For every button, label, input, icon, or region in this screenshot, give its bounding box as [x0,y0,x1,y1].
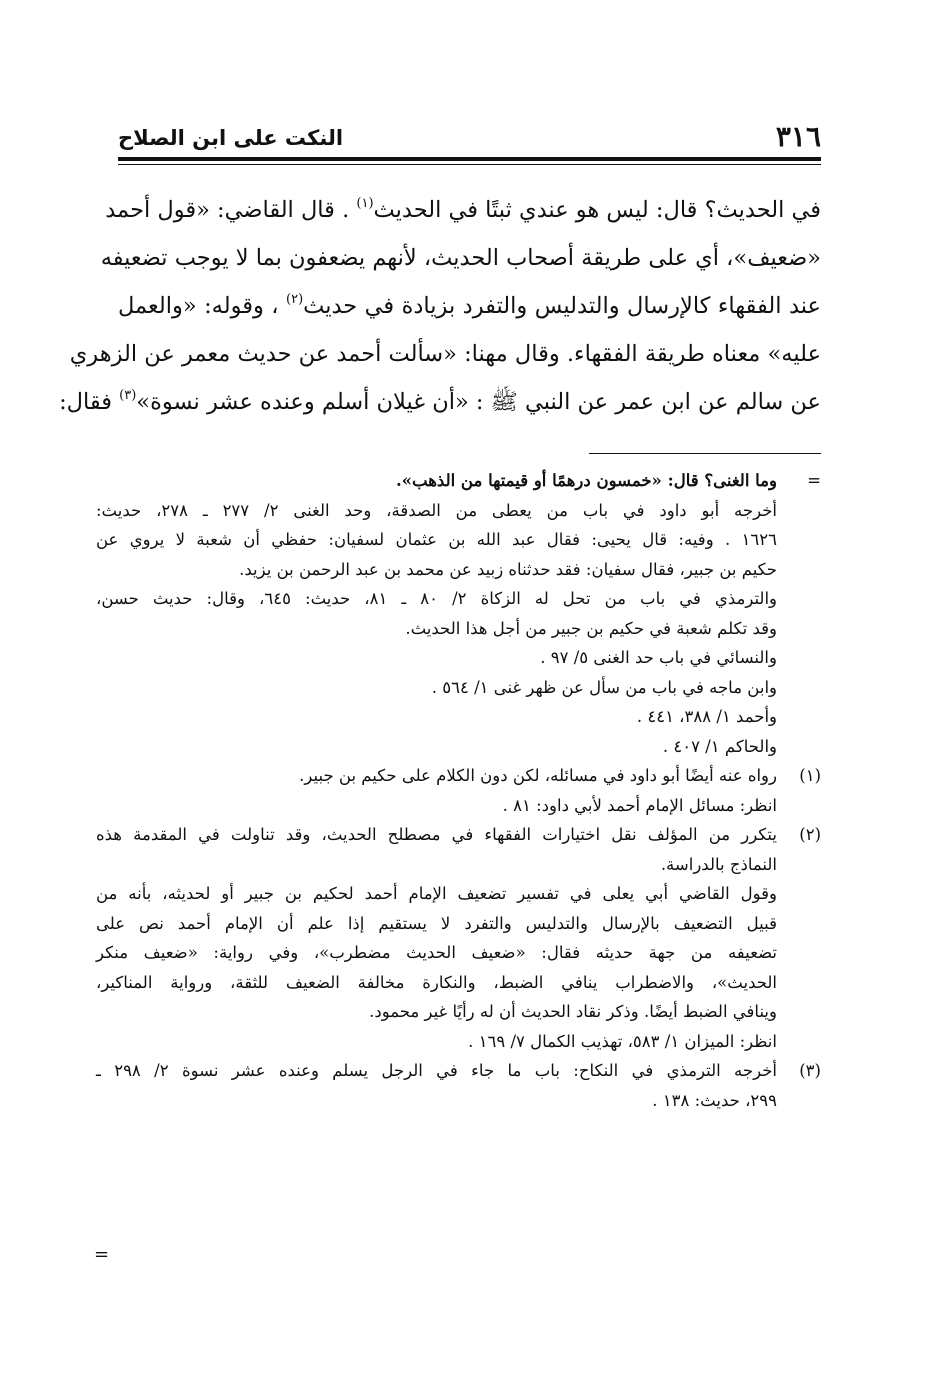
main-text-segment: فقال: [59,389,120,415]
footnote-text: وابن ماجه في باب من سأل عن ظهر غنى ١/ ٥٦٤ . [431,677,777,697]
main-text-line [59,378,821,426]
main-text-line [69,330,821,378]
footnote-line [96,732,821,762]
footnote-line [96,938,821,968]
footnote-reference: (٢) [286,292,304,307]
main-text-segment: ، وقوله: «والعمل [118,293,286,319]
footnote-line [96,555,821,585]
footnote-line [96,466,821,496]
footnote-reference: (١) [356,196,374,211]
footnotes [96,466,821,1115]
footnote-text: وأحمد ١/ ٣٨٨، ٤٤١ . [636,707,777,726]
footnote-text: انظر: الميزان ١/ ٥٨٣، تهذيب الكمال ٧/ ١٦٩ . [468,1031,777,1051]
footnote-line [96,909,821,939]
footnote-text: أخرجه الترمذي في النكاح: باب ما جاء في الرجل يسلم وعنده عشر نسوة ٢/ ٢٩٨ ـ [96,1061,777,1080]
header-rule-thin [118,164,821,165]
footnote-text: وينافي الضبط أيضًا. وذكر نقاد الحديث أن له رأيًا غير محمود. [369,1002,777,1021]
footnote-text: وقد تكلم شعبة في حكيم بن جبير من أجل هذا الحديث. [405,618,777,638]
main-text-segment: «ضعيف»، أي على طريقة أصحاب الحديث، لأنهم يضعفون بما لا يوجب تضعيفه [100,245,821,271]
footnote-text: وقول القاضي أبي يعلى في تفسير تضعيف الإمام أحمد لحكيم بن جبير أو لحديثه، بأنه من [96,884,777,903]
footnote-text: ٢٩٩، حديث: ١٣٨ . [652,1090,777,1110]
footnote-line [96,850,821,880]
footnote-line [96,820,821,850]
footnote-line [96,614,821,644]
footnote-marker: (١) [799,766,821,785]
footnote-text: الحديث»، والاضطراب ينافي الضبط، والنكارة مخالفة الضعيف للثقة، ورواية المناكير، [96,972,777,992]
footnote-separator [589,453,821,454]
footnote-text: تضعيفه من جهة حديثه فقال: «ضعيف الحديث مضطرب»، وفي رواية: «ضعيف منكر [96,943,777,962]
footnote-text: قبيل التضعيف بالإرسال والتدليس والتفرد لا يستقيم إذا علم أن الإمام أحمد نص على [96,913,777,933]
footnote-text: والحاكم ١/ ٤٠٧ . [662,736,777,756]
footnote-text: يتكرر من المؤلف نقل اختيارات الفقهاء في مصطلح الحديث، وقد تناولت في المقدمة هذه [96,825,777,844]
main-text-segment: . قال القاضي: «قول أحمد [105,197,357,223]
footnote-marker: (٣) [799,1061,821,1080]
main-text-line [100,234,821,282]
main-text-line [105,186,821,234]
main-text-segment: عن سالم عن ابن عمر عن النبي ﷺ : «أن غيلان أسلم وعنده عشر نسوة» [136,389,821,415]
main-text-line [118,282,821,330]
footnote-text: أخرجه أبو داود في باب من يعطى من الصدقة، وحد الغنى ٢/ ٢٧٧ ـ ٢٧٨، حديث: [96,500,777,520]
page-header [118,120,821,160]
main-text-segment: عند الفقهاء كالإرسال والتدليس والتفرد بزيادة في حديث [303,293,821,319]
footnote-line [96,496,821,526]
footnote-text: والنسائي في باب حد الغنى ٥/ ٩٧ . [540,648,777,667]
footnote-line [96,879,821,909]
continuation-marker: = [94,1244,110,1265]
footnote-line [96,702,821,732]
footnote-text: النماذج بالدراسة. [660,854,777,874]
footnote-line [96,673,821,703]
footnote-line [96,1056,821,1086]
footnote-reference: (٣) [119,388,137,403]
footnote-line [96,997,821,1027]
main-text [59,186,821,426]
footnote-line [96,968,821,998]
footnote-line [96,584,821,614]
footnote-text: والترمذي في باب من تحل له الزكاة ٢/ ٨٠ ـ ٨١، حديث: ٦٤٥، وقال: حديث حسن، [96,589,778,608]
footnote-line [96,1027,821,1057]
main-text-segment: عليه» معناه طريقة الفقهاء. وقال مهنا: «سألت أحمد عن حديث معمر عن الزهري [69,341,821,367]
footnote-text: ١٦٢٦ . وفيه: قال يحيى: فقال عبد الله بن عثمان لسفيان: حفظي أن شعبة لا يروي عن [96,530,777,549]
page-number: ٣١٦ [775,120,821,153]
footnote-line [96,761,821,791]
footnote-marker: = [807,471,821,490]
main-text-segment: في الحديث؟ قال: ليس هو عندي ثبتًا في الحديث [373,197,821,223]
running-title: النكت على ابن الصلاح [118,126,344,150]
header-rule [118,157,821,161]
footnote-line [96,525,821,555]
footnote-text: حكيم بن جبير، فقال سفيان: فقد حدثناه زبيد عن محمد بن عبد الرحمن بن يزيد. [239,559,777,579]
footnote-line [96,791,821,821]
footnote-text: وما الغنى؟ قال: «خمسون درهمًا أو قيمتها من الذهب». [395,471,777,490]
footnote-marker: (٢) [799,825,821,844]
footnote-text: انظر: مسائل الإمام أحمد لأبي داود: ٨١ . [502,795,777,815]
footnote-line [96,643,821,673]
footnote-line [96,1086,821,1116]
footnote-text: رواه عنه أيضًا أبو داود في مسائله، لكن دون الكلام على حكيم بن جبير. [299,766,777,785]
